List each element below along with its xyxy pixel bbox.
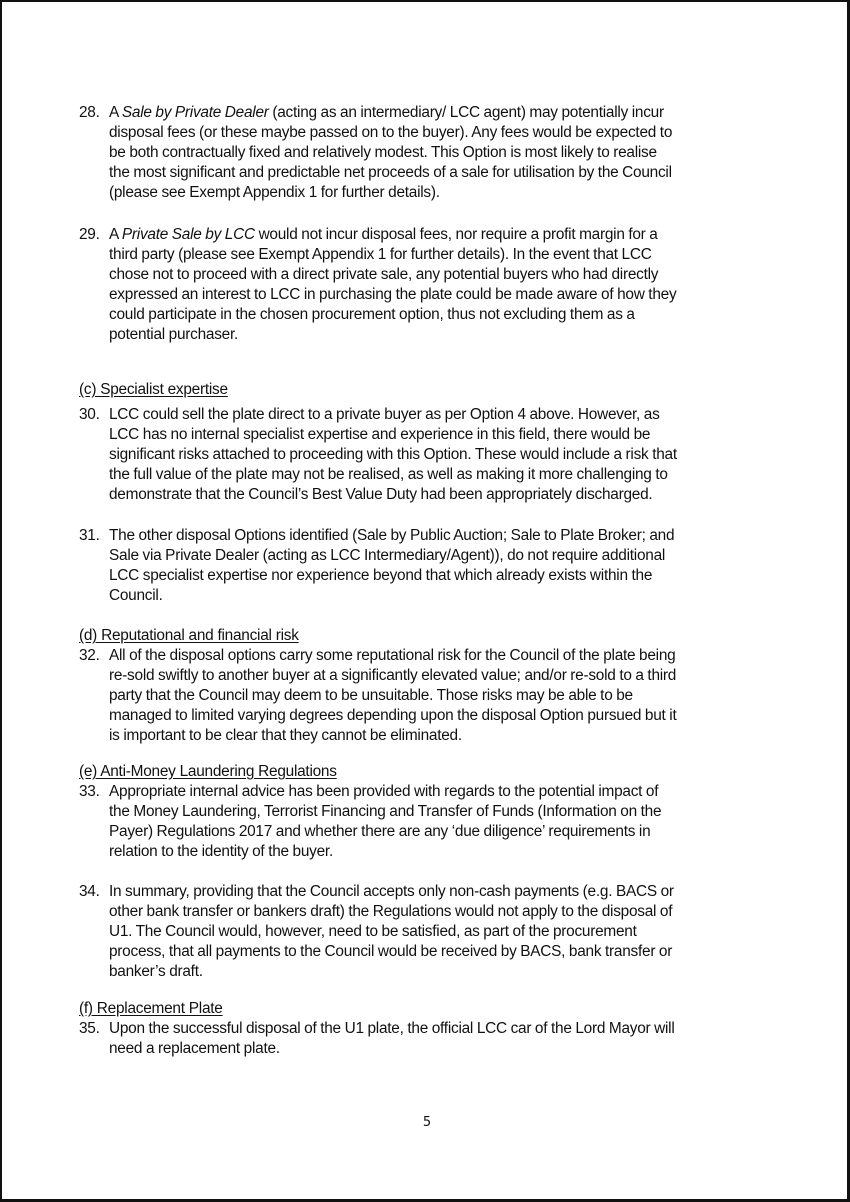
paragraph-line: is important to be clear that they cannot be eliminated.: [109, 726, 462, 744]
paragraph-line: the Money Laundering, Terrorist Financing and Transfer of Funds (Information on the: [109, 802, 662, 820]
page-number: 5: [422, 1115, 432, 1130]
paragraph-line: disposal fees (or these maybe passed on to the buyer). Any fees would be expected to: [109, 123, 673, 141]
section-heading-replacement-plate: (f) Replacement Plate: [79, 1000, 223, 1017]
paragraph-line: expressed an interest to LCC in purchasing the plate could be made aware of how they: [109, 285, 677, 303]
paragraph-line: significant risks attached to proceeding with this Option. These would include a risk that: [109, 445, 677, 463]
paragraph-line: A Sale by Private Dealer (acting as an intermediary/ LCC agent) may potentially incur: [109, 104, 664, 121]
paragraph-line: Upon the successful disposal of the U1 plate, the official LCC car of the Lord Mayor will: [109, 1020, 675, 1037]
paragraph-line: could participate in the chosen procurement option, thus not excluding them as a: [109, 305, 635, 323]
option-name-italic: Sale by Private Dealer: [121, 104, 269, 121]
paragraph-line: managed to limited varying degrees depending upon the disposal Option pursued but it: [109, 706, 677, 724]
paragraph-line: relation to the identity of the buyer.: [109, 842, 333, 860]
paragraph-number: 34.: [79, 883, 100, 900]
paragraph-line: Sale via Private Dealer (acting as LCC Intermediary/Agent)), do not require additional: [109, 546, 666, 564]
paragraph-30: [79, 405, 779, 505]
paragraph-line: All of the disposal options carry some reputational risk for the Council of the plate being: [109, 647, 676, 664]
paragraph-line: the full value of the plate may not be realised, as well as making it more challenging to: [109, 465, 668, 483]
section-heading-specialist-expertise: (c) Specialist expertise: [79, 381, 228, 398]
paragraph-29: [79, 225, 779, 344]
paragraph-line: LCC specialist expertise nor experience beyond that which already exists within the: [109, 566, 653, 584]
paragraph-number: 35.: [79, 1020, 100, 1037]
paragraph-number: 30.: [79, 406, 100, 423]
section-heading-reputational-risk: (d) Reputational and financial risk: [79, 627, 299, 644]
paragraph-line: The other disposal Options identified (Sale by Public Auction; Sale to Plate Broker; and: [109, 527, 675, 544]
paragraph-line: demonstrate that the Council’s Best Value Duty had been appropriately discharged.: [109, 485, 653, 503]
paragraph-number: 33.: [79, 783, 100, 800]
paragraph-line: Payer) Regulations 2017 and whether there are any ‘due diligence’ requirements in: [109, 822, 651, 840]
paragraph-35: [79, 1019, 779, 1059]
paragraph-line: A Private Sale by LCC would not incur disposal fees, nor require a profit margin for a: [109, 226, 658, 243]
paragraph-line: LCC could sell the plate direct to a private buyer as per Option 4 above. However, as: [109, 406, 660, 423]
paragraph-31: [79, 526, 779, 606]
paragraph-line: (please see Exempt Appendix 1 for further details).: [109, 183, 440, 201]
paragraph-number: 32.: [79, 647, 100, 664]
section-heading-anti-money-laundering: (e) Anti-Money Laundering Regulations: [79, 763, 337, 780]
paragraph-number: 29.: [79, 226, 100, 243]
paragraph-line: Appropriate internal advice has been provided with regards to the potential impact of: [109, 783, 659, 800]
paragraph-33: [79, 782, 779, 862]
paragraph-line: U1. The Council would, however, need to be satisfied, as part of the procurement: [109, 922, 637, 940]
paragraph-line: LCC has no internal specialist expertise and experience in this field, there would be: [109, 425, 651, 443]
option-name-italic: Private Sale by LCC: [121, 226, 255, 243]
paragraph-line: need a replacement plate.: [109, 1039, 280, 1057]
paragraph-28: [79, 103, 779, 203]
paragraph-32: [79, 646, 779, 746]
paragraph-number: 28.: [79, 104, 100, 121]
paragraph-line: Council.: [109, 586, 163, 604]
paragraph-line: chose not to proceed with a direct private sale, any potential buyers who had directly: [109, 265, 659, 283]
paragraph-number: 31.: [79, 527, 100, 544]
paragraph-line: In summary, providing that the Council accepts only non-cash payments (e.g. BACS or: [109, 883, 674, 900]
paragraph-line: potential purchaser.: [109, 325, 239, 343]
paragraph-line: other bank transfer or bankers draft) the Regulations would not apply to the disposal of: [109, 902, 673, 920]
paragraph-line: be both contractually fixed and relatively modest. This Option is most likely to realise: [109, 143, 657, 161]
paragraph-line: process, that all payments to the Council would be received by BACS, bank transfer or: [109, 942, 673, 960]
paragraph-line: party that the Council may deem to be unsuitable. Those risks may be able to be: [109, 686, 633, 704]
paragraph-line: the most significant and predictable net proceeds of a sale for utilisation by the Council: [109, 163, 672, 181]
paragraph-line: re-sold swiftly to another buyer at a significantly elevated value; and/or re-sold to a third: [109, 666, 677, 684]
paragraph-line: banker’s draft.: [109, 962, 203, 980]
paragraph-line: third party (please see Exempt Appendix 1 for further details). In the event that LCC: [109, 245, 652, 263]
paragraph-34: [79, 882, 779, 982]
